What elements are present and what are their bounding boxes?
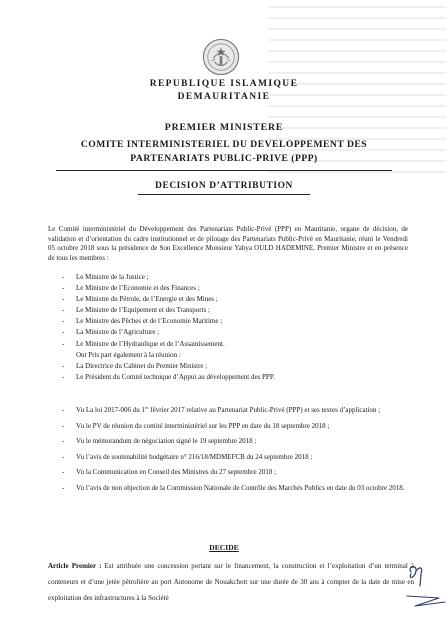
visas-list (62, 403, 414, 497)
member-text: Le Ministre de l’Equipement et des Transports ; (76, 306, 210, 315)
list-dash: - (62, 483, 65, 492)
decision-title: DECISION D’ATTRIBUTION (155, 181, 293, 191)
committee-heading-line-2: PARTENARIATS PUBLIC-PRIVE (PPP) (130, 153, 318, 164)
list-item-intro (62, 350, 392, 361)
decide-heading: DECIDE (209, 543, 239, 552)
visa-text: Vu le PV de réunion du comité interministériel sur les PPP en date du 18 septembre 2018 ; (76, 421, 330, 430)
list-dash: - (62, 273, 65, 281)
list-item (62, 272, 392, 283)
list-item (62, 361, 392, 372)
participants-intro: Ont Pris part également à la réunion : (76, 350, 181, 359)
header-divider (56, 170, 392, 171)
visa-superscript: er (145, 405, 149, 410)
list-item (62, 316, 392, 327)
mauritania-seal-icon (202, 38, 240, 76)
list-item (62, 327, 392, 338)
list-dash: - (62, 437, 65, 446)
committee-heading (50, 138, 398, 166)
visa-item (62, 403, 414, 419)
visa-text: Vu l’avis de non objection de la Commission Nationale de Contrôle des Marchés Publics en date du 03 octobre 2018. (76, 483, 405, 492)
visa-text: Vu La loi 2017-006 du 1 (76, 406, 145, 414)
list-dash: - (62, 372, 65, 381)
visa-item (62, 465, 414, 481)
list-dash: - (62, 306, 65, 315)
list-item (62, 283, 392, 294)
article-premier (48, 559, 414, 606)
list-item (62, 294, 392, 305)
list-dash: - (62, 468, 65, 477)
visa-item (62, 450, 414, 466)
list-dash: - (62, 284, 65, 293)
list-dash: - (62, 361, 65, 370)
visa-text: février 2017 relative au Partenariat Public-Privé (PPP) et ses textes d’application ; (148, 406, 381, 414)
member-text: La Directrice du Cabinet du Premier Ministre ; (76, 361, 208, 370)
committee-heading-line-1: COMITE INTERMINISTERIEL DU DEVELOPPEMENT DES (80, 139, 368, 150)
list-dash: - (62, 328, 65, 337)
member-text: Le Ministre de l’Economie et des Finances ; (76, 284, 200, 293)
visa-item (62, 481, 414, 497)
list-dash: - (62, 452, 65, 461)
republic-name-line-1: REPUBLIQUE ISLAMIQUE (149, 79, 299, 89)
visa-item (62, 419, 414, 435)
member-text: Le Ministre de la Justice ; (76, 273, 149, 281)
premier-ministere-heading: PREMIER MINISTERE (164, 122, 284, 133)
intro-paragraph: Le Comité interministériel du Développement des Partenariats Public-Privé (PPP) en Mauritanie, organe de décision, de validation et d’orientation du cadre institutionnel et de pilotage des Partenariats Public-Privé en Mauritanie, réuni le Vendredi 05 octobre 2018 sous la présidence de Son Excellence Monsieur Yahya OULD HADEMINE, Premier Ministre et en présence de tous les membres : (48, 225, 408, 262)
member-text: Le Ministre des Pêches et de l’Economie Maritime ; (76, 317, 223, 326)
visa-item (62, 434, 414, 450)
member-text: Le Ministre du Pétrole, de l’Energie et des Mines ; (76, 295, 218, 304)
list-item (62, 339, 392, 350)
article-label: Article Premier : (48, 562, 102, 570)
handwritten-initials-mark (405, 562, 447, 612)
member-text: La Ministre de l’Agriculture ; (76, 328, 160, 337)
list-item (62, 305, 392, 316)
list-dash: - (62, 295, 65, 304)
list-dash: - (62, 339, 65, 348)
list-dash: - (62, 406, 65, 414)
visa-text: Vu l’avis de soutenabilité budgétaire n° 216/18/MDMEFCB du 24 septembre 2018 ; (76, 452, 313, 461)
list-dash: - (62, 317, 65, 326)
decision-title-underline (138, 194, 310, 195)
republic-name-line-2: DEMAURITANIE (177, 92, 271, 102)
list-dash: - (62, 421, 65, 430)
visa-text: Vu le mémorandum de négociation signé le 19 septembre 2018 ; (76, 437, 257, 446)
list-item (62, 372, 392, 383)
article-text: Est attribuée une concession portant sur le financement, la construction et l’exploitation d’un terminal à conteneurs et d’une jetée pétrolière au port Autonome de Nouakchott sur une durée de 30 ans à compter de la date de mise en exploitation des infrastructures à la Société (48, 562, 414, 602)
visa-text: Vu la Communication en Conseil des Ministres du 27 septembre 2018 ; (76, 468, 277, 477)
member-text: Le Ministre de l’Hydraulique et de l’Assainissement. (76, 339, 225, 348)
member-text: Le Président du Comité technique d’Appui au développement des PPP. (76, 372, 275, 381)
members-list (62, 272, 392, 383)
